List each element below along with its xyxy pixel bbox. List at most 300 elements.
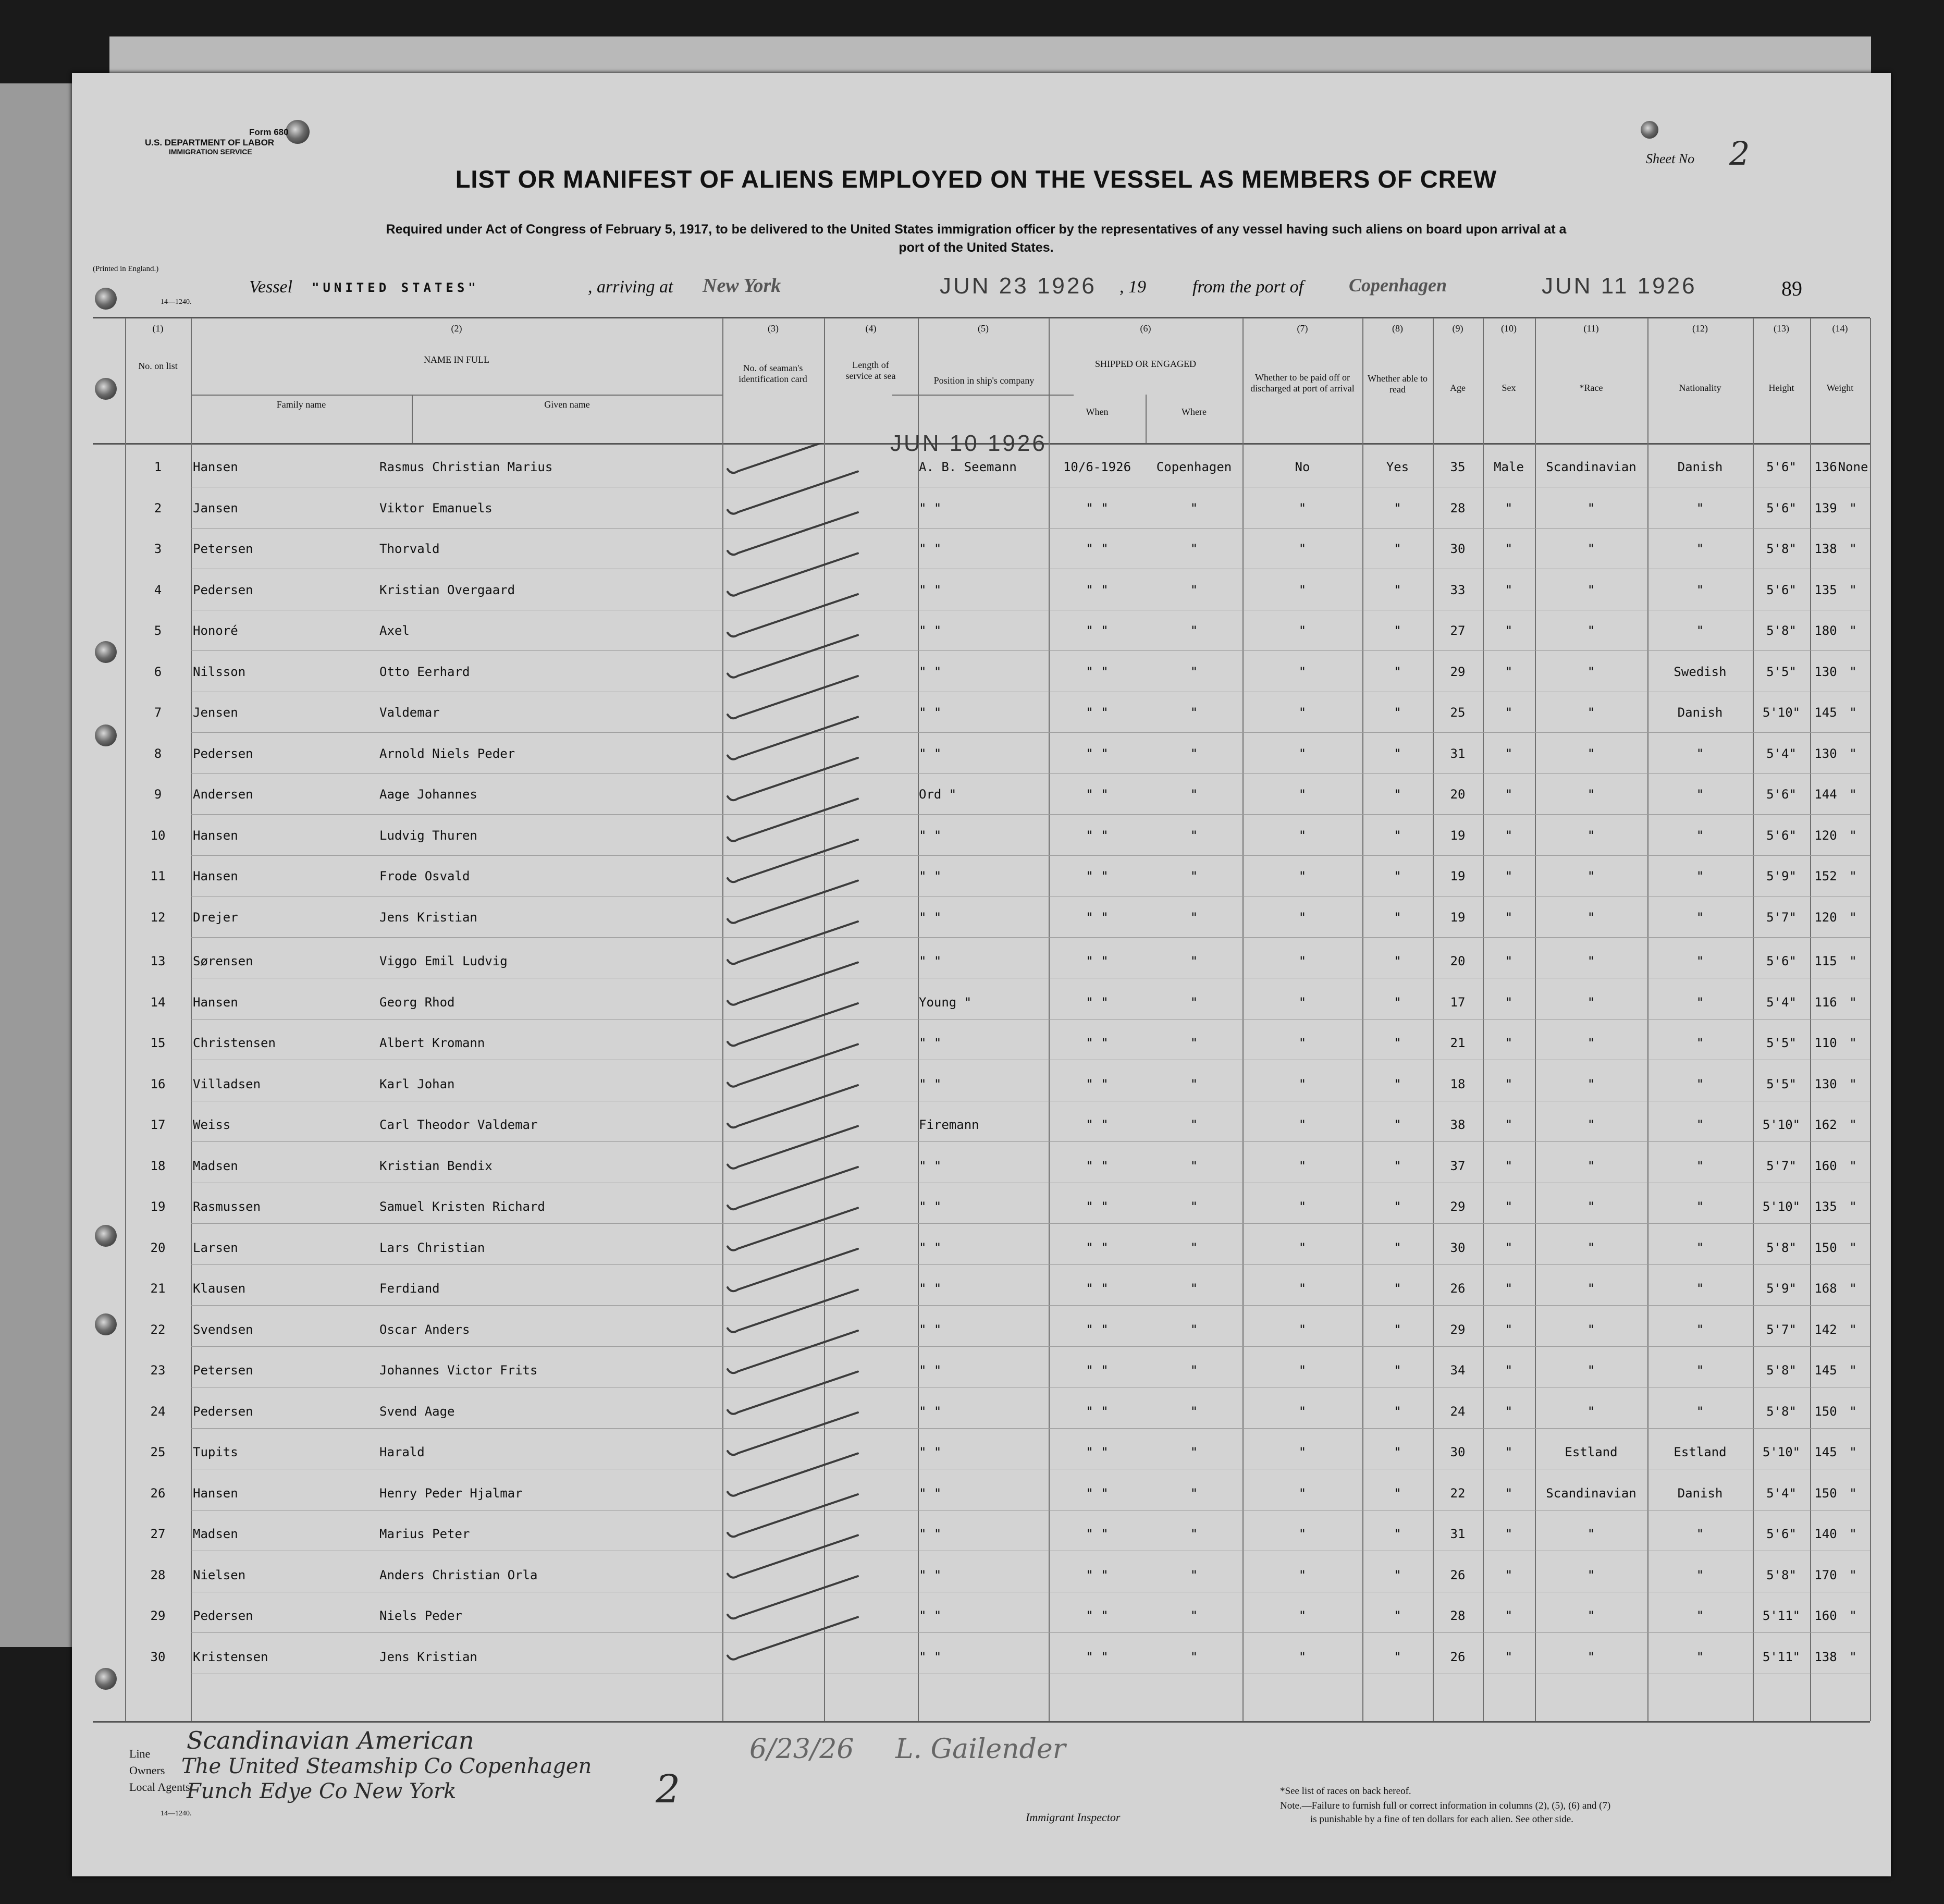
cell-age: 30 (1450, 1445, 1466, 1459)
cell-height: 5'6" (1766, 460, 1797, 474)
cell-weight: 160 (1814, 1608, 1837, 1623)
cell-marks: " (1849, 1404, 1857, 1419)
cell-race: " (1587, 705, 1595, 720)
cell-sex: " (1505, 582, 1513, 597)
cell-family: Jansen (193, 500, 238, 515)
cell-read: " (1394, 869, 1401, 883)
cell-height: 5'10" (1762, 1199, 1801, 1214)
cell-family: Petersen (193, 542, 253, 556)
check-mark (728, 1331, 858, 1373)
col9-number: (9) (1452, 323, 1463, 334)
cell-race: " (1587, 869, 1595, 883)
cell-height: 5'7" (1766, 1322, 1797, 1337)
cell-sex: " (1505, 954, 1513, 968)
check-mark (728, 1454, 858, 1496)
cell-read: " (1394, 1158, 1401, 1173)
cell-height: 5'5" (1766, 1036, 1797, 1050)
cell-nationality: " (1696, 869, 1704, 883)
cell-age: 27 (1450, 623, 1466, 638)
cell-family: Andersen (193, 787, 253, 802)
cell-given: Oscar Anders (379, 1322, 470, 1337)
cell-race: " (1587, 1363, 1595, 1378)
cell-when: " " (1086, 1158, 1109, 1173)
cell-where: " (1190, 1281, 1198, 1296)
cell-race: " (1587, 1036, 1595, 1050)
cell-read: " (1394, 1199, 1401, 1214)
cell-race: " (1587, 1240, 1595, 1255)
cell-where: " (1190, 1322, 1198, 1337)
cell-no: 14 (150, 994, 166, 1010)
cell-sex: " (1505, 1076, 1513, 1091)
cell-race: " (1587, 1404, 1595, 1419)
column-rule (1049, 318, 1050, 1721)
cell-age: 19 (1450, 869, 1466, 883)
cell-height: 5'10" (1762, 705, 1801, 720)
cell-paid: " (1298, 1036, 1307, 1050)
cell-marks: " (1849, 1036, 1857, 1050)
cell-weight: 152 (1814, 869, 1837, 883)
cell-when: " " (1086, 500, 1109, 515)
cell-read: " (1394, 1117, 1401, 1132)
form-code: 14—1240. (161, 298, 192, 306)
cell-paid: " (1298, 828, 1307, 843)
cell-family: Nilsson (193, 664, 246, 679)
cell-race: " (1587, 954, 1595, 968)
cell-nationality: " (1696, 787, 1704, 802)
cell-when: " " (1086, 1404, 1109, 1419)
cell-when: " " (1086, 1649, 1109, 1664)
cell-weight: 145 (1814, 1363, 1837, 1378)
cell-marks: " (1849, 1117, 1857, 1132)
col-header-position: Position in ship's company (933, 375, 1035, 386)
punch-hole (95, 288, 117, 310)
cell-read: " (1394, 705, 1401, 720)
cell-weight: 110 (1814, 1036, 1837, 1050)
check-mark (728, 594, 858, 636)
cell-family: Villadsen (193, 1076, 261, 1091)
cell-paid: " (1298, 1608, 1307, 1623)
cell-position: " " (919, 664, 942, 679)
cell-nationality: " (1696, 1199, 1704, 1214)
cell-marks: " (1849, 500, 1857, 515)
col-header-when: When (1086, 407, 1109, 417)
cell-race: " (1587, 828, 1595, 843)
cell-paid: " (1298, 705, 1307, 720)
cell-position: " " (919, 542, 942, 556)
check-mark (728, 1617, 858, 1660)
cell-sex: " (1505, 1240, 1513, 1255)
from-port-label: from the port of (1192, 277, 1304, 297)
cell-marks: " (1849, 705, 1857, 720)
cell-sex: " (1505, 623, 1513, 638)
col2-number: (2) (451, 323, 462, 334)
cell-age: 31 (1450, 1527, 1466, 1541)
manifest-page (72, 73, 1891, 1876)
cell-race: " (1587, 1158, 1595, 1173)
review-check-mark: 2 (656, 1767, 681, 1812)
cell-nationality: " (1696, 1117, 1704, 1132)
cell-race: " (1587, 787, 1595, 802)
cell-no: 27 (150, 1527, 166, 1541)
cell-height: 5'8" (1766, 1404, 1797, 1419)
cell-family: Nielsen (193, 1567, 246, 1582)
cell-given: Johannes Victor Frits (379, 1363, 538, 1378)
cell-age: 24 (1450, 1404, 1466, 1419)
check-mark (728, 1249, 858, 1291)
cell-read: " (1394, 1240, 1401, 1255)
cell-no: 23 (150, 1363, 166, 1378)
owners-value: The United Steamship Co Copenhagen (181, 1754, 592, 1778)
cell-when: " " (1086, 746, 1109, 761)
cell-weight: 120 (1814, 828, 1837, 843)
cell-position: " " (919, 1485, 942, 1501)
cell-paid: " (1298, 1485, 1307, 1501)
cell-where: " (1190, 1076, 1198, 1091)
cell-no: 2 (154, 500, 162, 515)
cell-where: " (1190, 994, 1198, 1010)
cell-position: " " (919, 705, 942, 720)
cell-weight: 120 (1814, 910, 1837, 925)
cell-where: " (1190, 910, 1198, 925)
col7-number: (7) (1297, 323, 1308, 334)
cell-position: Firemann (919, 1117, 979, 1132)
cell-given: Harald (379, 1445, 425, 1459)
cell-family: Svendsen (193, 1322, 253, 1337)
cell-sex: " (1505, 664, 1513, 679)
cell-marks: " (1849, 869, 1857, 883)
cell-when: " " (1086, 1281, 1109, 1296)
shipped-sub-divider (892, 395, 1074, 396)
cell-read: " (1394, 1567, 1401, 1582)
cell-given: Thorvald (379, 542, 440, 556)
cell-read: " (1394, 1076, 1401, 1091)
cell-paid: " (1298, 1649, 1307, 1664)
cell-read: Yes (1386, 460, 1409, 474)
from-port: Copenhagen (1349, 275, 1447, 296)
cell-nationality: " (1696, 1608, 1704, 1623)
check-mark (728, 554, 858, 596)
cell-position: " " (919, 1240, 942, 1255)
cell-sex: " (1505, 1608, 1513, 1623)
cell-where: " (1190, 1240, 1198, 1255)
page-number: 89 (1781, 277, 1802, 300)
cell-nationality: " (1696, 994, 1704, 1010)
cell-no: 24 (150, 1404, 166, 1419)
column-rule (1810, 318, 1811, 1721)
check-mark (728, 881, 858, 923)
cell-paid: " (1298, 664, 1307, 679)
check-mark (728, 1003, 858, 1046)
cell-no: 28 (150, 1567, 166, 1582)
cell-sex: " (1505, 1485, 1513, 1501)
col14-number: (14) (1832, 323, 1848, 334)
row-rule (191, 1223, 1870, 1224)
inspector-signature: L. Gailender (895, 1734, 1066, 1765)
cell-read: " (1394, 954, 1401, 968)
cell-height: 5'6" (1766, 828, 1797, 843)
cell-nationality: " (1696, 1527, 1704, 1541)
cell-given: Otto Eerhard (379, 664, 470, 679)
cell-age: 17 (1450, 994, 1466, 1010)
cell-height: 5'6" (1766, 787, 1797, 802)
cell-given: Kristian Bendix (379, 1158, 493, 1173)
cell-family: Madsen (193, 1527, 238, 1541)
cell-weight: 160 (1814, 1158, 1837, 1173)
col10-number: (10) (1501, 323, 1517, 334)
cell-weight: 144 (1814, 787, 1837, 802)
cell-sex: " (1505, 1199, 1513, 1214)
cell-when: " " (1086, 1445, 1109, 1459)
year-label: , 19 (1119, 277, 1146, 297)
col-header-given-name: Given name (544, 399, 590, 410)
check-mark (728, 1208, 858, 1250)
line-value: Scandinavian American (187, 1726, 474, 1754)
cell-height: 5'8" (1766, 542, 1797, 556)
cell-paid: No (1295, 460, 1310, 474)
cell-age: 29 (1450, 1322, 1466, 1337)
cell-age: 29 (1450, 664, 1466, 679)
cell-position: " " (919, 869, 942, 883)
col-header-nationality: Nationality (1679, 383, 1721, 393)
cell-nationality: " (1696, 1363, 1704, 1378)
cell-nationality: " (1696, 1322, 1704, 1337)
cell-read: " (1394, 994, 1401, 1010)
cell-weight: 142 (1814, 1322, 1837, 1337)
cell-no: 17 (150, 1117, 166, 1132)
check-mark (728, 1536, 858, 1578)
cell-when: " " (1086, 869, 1109, 883)
cell-read: " (1394, 1036, 1401, 1050)
cell-given: Frode Osvald (379, 869, 470, 883)
cell-marks: " (1849, 664, 1857, 679)
cell-sex: " (1505, 1363, 1513, 1378)
cell-where: " (1190, 787, 1198, 802)
cell-paid: " (1298, 954, 1307, 968)
cell-paid: " (1298, 994, 1307, 1010)
col5-number: (5) (978, 323, 989, 334)
cell-weight: 168 (1814, 1281, 1837, 1296)
cell-age: 29 (1450, 1199, 1466, 1214)
cell-weight: 135 (1814, 582, 1837, 597)
cell-race: Scandinavian (1546, 1485, 1637, 1501)
column-rule (1146, 395, 1147, 443)
punch-hole (95, 1225, 117, 1247)
col-header-family-name: Family name (276, 399, 326, 410)
cell-paid: " (1298, 1199, 1307, 1214)
cell-sex: Male (1494, 460, 1524, 474)
cell-marks: " (1849, 1445, 1857, 1459)
form-code-bottom: 14—1240. (161, 1810, 192, 1817)
cell-read: " (1394, 500, 1401, 515)
cell-age: 21 (1450, 1036, 1466, 1050)
column-rule (1535, 318, 1536, 1721)
cell-marks: " (1849, 1363, 1857, 1378)
check-mark (728, 840, 858, 882)
cell-given: Albert Kromann (379, 1036, 485, 1050)
cell-position: " " (919, 954, 942, 968)
cell-race: Estland (1565, 1445, 1618, 1459)
penalty-note-2: is punishable by a fine of ten dollars for each alien. See other side. (1310, 1814, 1573, 1825)
col-header-sex: Sex (1502, 383, 1516, 393)
cell-position: " " (919, 1608, 942, 1623)
cell-nationality: Danish (1677, 1485, 1723, 1501)
check-mark (728, 676, 858, 718)
cell-given: Kristian Overgaard (379, 582, 515, 597)
cell-no: 18 (150, 1158, 166, 1173)
cell-when: " " (1086, 1527, 1109, 1541)
cell-position: " " (919, 1404, 942, 1419)
cell-position: Ord " (919, 787, 957, 802)
cell-where: " (1190, 746, 1198, 761)
cell-age: 19 (1450, 910, 1466, 925)
cell-given: Anders Christian Orla (379, 1567, 538, 1582)
cell-when: " " (1086, 787, 1109, 802)
cell-read: " (1394, 746, 1401, 761)
cell-no: 30 (150, 1649, 166, 1664)
check-mark (728, 1045, 858, 1087)
cell-no: 22 (150, 1322, 166, 1337)
cell-marks: " (1849, 1567, 1857, 1582)
cell-height: 5'8" (1766, 1240, 1797, 1255)
cell-where: " (1190, 582, 1198, 597)
cell-where: " (1190, 1608, 1198, 1623)
cell-family: Hansen (193, 869, 238, 883)
col4-number: (4) (865, 323, 877, 334)
cell-no: 20 (150, 1240, 166, 1255)
row-rule (191, 1428, 1870, 1429)
cell-height: 5'10" (1762, 1445, 1801, 1459)
cell-race: " (1587, 1322, 1595, 1337)
cell-no: 25 (150, 1445, 166, 1459)
cell-marks: " (1849, 1199, 1857, 1214)
cell-weight: 138 (1814, 542, 1837, 556)
cell-race: " (1587, 1076, 1595, 1091)
cell-family: Pedersen (193, 1404, 253, 1419)
cell-age: 20 (1450, 954, 1466, 968)
cell-paid: " (1298, 1240, 1307, 1255)
cell-age: 37 (1450, 1158, 1466, 1173)
cell-given: Georg Rhod (379, 994, 455, 1010)
cell-no: 8 (154, 746, 162, 761)
column-rule (1870, 318, 1871, 1721)
cell-marks: " (1849, 1240, 1857, 1255)
cell-position: A. B. Seemann (919, 460, 1017, 474)
cell-family: Pedersen (193, 1608, 253, 1623)
cell-where: " (1190, 1445, 1198, 1459)
cell-marks: " (1849, 1485, 1857, 1501)
cell-no: 11 (150, 869, 166, 883)
punch-hole (95, 1313, 117, 1335)
cell-position: " " (919, 1445, 942, 1459)
cell-when: " " (1086, 1036, 1109, 1050)
col13-number: (13) (1774, 323, 1789, 334)
col-header-length-of-service: Length of service at sea (845, 360, 896, 381)
col-header-id-card: No. of seaman's identification card (739, 363, 807, 384)
cell-marks: " (1849, 1322, 1857, 1337)
cell-given: Viktor Emanuels (379, 500, 493, 515)
column-rule (1647, 318, 1648, 1721)
cell-where: " (1190, 869, 1198, 883)
punch-hole (95, 378, 117, 400)
cell-sex: " (1505, 1158, 1513, 1173)
cell-no: 19 (150, 1199, 166, 1214)
cell-paid: " (1298, 500, 1307, 515)
cell-age: 28 (1450, 1608, 1466, 1623)
arriving-label: , arriving at (588, 277, 673, 297)
cell-family: Rasmussen (193, 1199, 261, 1214)
cell-age: 34 (1450, 1363, 1466, 1378)
row-rule (191, 1141, 1870, 1142)
check-mark (728, 1372, 858, 1414)
col-header-able-to-read: Whether able to read (1368, 373, 1428, 395)
cell-nationality: " (1696, 1036, 1704, 1050)
cell-family: Christensen (193, 1036, 276, 1050)
printed-in: (Printed in England.) (93, 265, 159, 273)
cell-nationality: " (1696, 910, 1704, 925)
cell-race: " (1587, 1199, 1595, 1214)
cell-where: " (1190, 1036, 1198, 1050)
cell-family: Larsen (193, 1240, 238, 1255)
check-mark (728, 963, 858, 1005)
cell-age: 31 (1450, 746, 1466, 761)
cell-position: " " (919, 1158, 942, 1173)
cell-nationality: " (1696, 1404, 1704, 1419)
cell-weight: 170 (1814, 1567, 1837, 1582)
page-subtitle-1: Required under Act of Congress of February 5, 1917, to be delivered to the United States immigration officer by the representatives of any vessel having such aliens on board upon arrival at a (386, 222, 1567, 237)
vessel-name: "UNITED STATES" (312, 280, 479, 295)
departure-date-stamp: JUN 11 1926 (1542, 273, 1697, 299)
cell-given: Viggo Emil Ludvig (379, 954, 508, 968)
cell-where: " (1190, 1158, 1198, 1173)
sheet-number: 2 (1729, 134, 1750, 173)
cell-where: " (1190, 623, 1198, 638)
cell-marks: None (1838, 460, 1868, 474)
cell-where: " (1190, 1649, 1198, 1664)
cell-weight: 145 (1814, 705, 1837, 720)
cell-race: Scandinavian (1546, 460, 1637, 474)
cell-read: " (1394, 1404, 1401, 1419)
col-header-age: Age (1450, 383, 1466, 393)
column-rule (1753, 318, 1754, 1721)
column-rule (125, 318, 126, 1721)
cell-age: 20 (1450, 787, 1466, 802)
col6-number: (6) (1140, 323, 1151, 334)
cell-sex: " (1505, 994, 1513, 1010)
cell-race: " (1587, 1649, 1595, 1664)
cell-where: " (1190, 664, 1198, 679)
cell-given: Lars Christian (379, 1240, 485, 1255)
cell-race: " (1587, 910, 1595, 925)
col-header-no-on-list: No. on list (138, 361, 178, 371)
cell-given: Samuel Kristen Richard (379, 1199, 545, 1214)
check-mark (728, 1576, 858, 1618)
cell-weight: 130 (1814, 746, 1837, 761)
cell-no: 10 (150, 828, 166, 843)
line-label: Line (129, 1747, 151, 1760)
cell-paid: " (1298, 1404, 1307, 1419)
cell-given: Niels Peder (379, 1608, 462, 1623)
cell-marks: " (1849, 954, 1857, 968)
cell-where: " (1190, 1363, 1198, 1378)
check-mark (728, 717, 858, 759)
cell-position: " " (919, 1649, 942, 1664)
cell-nationality: " (1696, 1240, 1704, 1255)
cell-position: " " (919, 1363, 942, 1378)
cell-when: " " (1086, 582, 1109, 597)
inspection-date: 6/23/26 (749, 1734, 854, 1765)
cell-where: " (1190, 1404, 1198, 1419)
vessel-label: Vessel (249, 277, 293, 297)
